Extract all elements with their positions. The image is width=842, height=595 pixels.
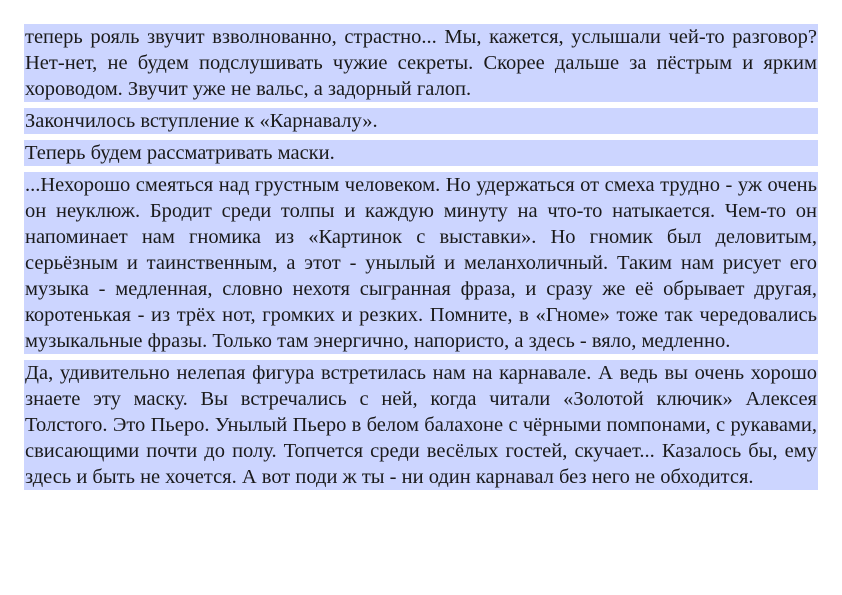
text-body [24,24,818,496]
paragraph-2: Закончилось вступление к «Карнавалу». [24,108,818,134]
paragraph-5: Да, удивительно нелепая фигура встретилась нам на карнавале. А ведь вы очень хорошо знаете эту маску. Вы встречались с ней, когда читали «Золотой ключик» Алексея Толстого. Это Пьеро. Унылый Пьеро в белом балахоне с чёрными помпонами, с рукавами, свисающими почти до полу. Топчется среди весёлых гостей, скучает... Казалось бы, ему здесь и быть не хочется. А вот поди ж ты - ни один карнавал без него не обходится. [25,362,817,488]
paragraph-4: ...Нехорошо смеяться над грустным человеком. Но удержаться от смеха трудно - уж очень он неуклюж. Бродит среди толпы и каждую минуту на что-то натыкается. Чем-то он напоминает нам гномика из «Картинок с выставки». Но гномик был деловитым, серьёзным и таинственным, а этот - унылый и меланхоличный. Таким нам рисует его музыка - медленная, словно нехотя сыгранная фраза, и сразу же её обрывает другая, коротенькая - из трёх нот, громких и резких. Помните, в «Гноме» тоже так чередовались музыкальные фразы. Только там энергично, напористо, а здесь - вяло, медленно. [25,174,817,352]
paragraph-1: теперь рояль звучит взволнованно, страстно... Мы, кажется, услышали чей-то разговор? Нет-нет, не будем подслушивать чужие секреты. Скорее дальше за пёстрым и ярким хороводом. Звучит уже не вальс, а задорный галоп. [25,26,817,100]
paragraph-3: Теперь будем рассматривать маски. [24,140,818,166]
